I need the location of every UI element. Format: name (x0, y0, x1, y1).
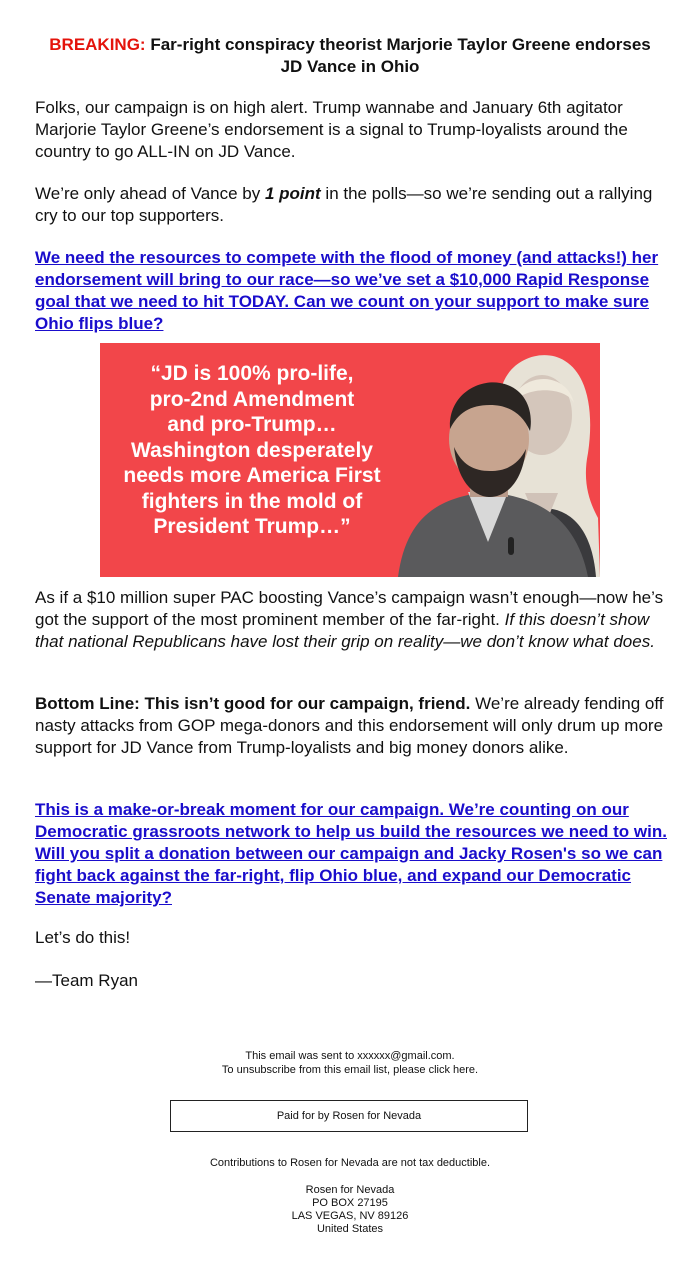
bottom-line-heading: Bottom Line: This isn’t good for our campaign, friend. (35, 694, 471, 713)
footer-sent-to: This email was sent to xxxxxx@gmail.com. (245, 1050, 455, 1062)
man-photo (398, 367, 600, 577)
quote-banner[interactable] (100, 343, 600, 577)
headline (40, 34, 660, 78)
mailing-address (0, 1184, 700, 1236)
quote-line: needs more America First (123, 464, 381, 487)
address-line: United States (316, 1223, 384, 1235)
breaking-label: BREAKING: (49, 35, 146, 54)
paragraph-polls (35, 183, 669, 227)
address-line: PO BOX 27195 (312, 1197, 388, 1209)
address-line: Rosen for Nevada (305, 1184, 395, 1196)
paragraph-intro: Folks, our campaign is on high alert. Trump wannabe and January 6th agitator Marjorie Taylor Greene’s endorsement is a signal to Trump-loyalists around the country to go ALL-IN on JD Vance. (35, 98, 628, 161)
paragraph-bottom-line (35, 693, 669, 759)
paragraph-super-pac (35, 587, 669, 653)
quote-line: pro-2nd Amendment (149, 387, 355, 411)
footer-unsubscribe (0, 1064, 700, 1077)
address-line: LAS VEGAS, NV 89126 (291, 1210, 409, 1222)
paragraph-cta-1 (35, 247, 669, 335)
polls-text-before: We’re only ahead of Vance by (35, 184, 265, 203)
super-pac-italic: If this doesn’t show that national Republicans have lost their grip on reality—we don’t know what does. (35, 610, 655, 651)
unsubscribe-text: To unsubscribe from this email list, please (221, 1064, 429, 1076)
quote-line: “JD is 100% pro-life, (150, 362, 354, 385)
unsubscribe-link[interactable]: click here (428, 1064, 476, 1076)
paragraph-cta-2 (35, 799, 669, 909)
tax-disclaimer: Contributions to Rosen for Nevada are not tax deductible. (209, 1157, 491, 1169)
quote-line: President Trump…” (153, 515, 351, 538)
banner-quote (114, 361, 390, 540)
closing-line: Let’s do this! (35, 928, 131, 947)
polls-emphasis: 1 point (264, 184, 321, 203)
bottom-line-text: We’re already fending off nasty attacks from GOP mega-donors and this endorsement will only drum up more support for JD Vance from Trump-loyalists and big money donors alike. (35, 694, 664, 757)
unsubscribe-period: . (475, 1064, 479, 1076)
donate-link-1[interactable]: We need the resources to compete with the flood of money (and attacks!) her endorsement will bring to our race—so we’ve set a $10,000 Rapid Response goal that we need to hit TODAY. Can we count on your support to make sure Ohio flips blue? (35, 248, 659, 333)
super-pac-text: As if a $10 million super PAC boosting Vance’s campaign wasn’t enough—now he’s got the support of the most prominent member of the far-right. (35, 588, 664, 629)
paid-for-box: Paid for by Rosen for Nevada (170, 1100, 528, 1132)
signature: —Team Ryan (35, 971, 138, 990)
headline-text: Far-right conspiracy theorist Marjorie Taylor Greene endorses JD Vance in Ohio (150, 35, 651, 76)
polls-text-after: in the polls—so we’re sending out a rallying cry to our top supporters. (35, 184, 653, 225)
quote-line: fighters in the mold of (141, 489, 363, 513)
quote-line: and pro-Trump… (167, 413, 337, 436)
donate-link-2[interactable]: This is a make-or-break moment for our campaign. We’re counting on our Democratic grassroots network to help us build the resources we need to win. Will you split a donation between our campaign and Jacky Rosen's so we can fight back against the far-right, flip Ohio blue, and expand our Democratic Senate majority? (35, 800, 667, 907)
quote-line: Washington desperately (131, 438, 373, 462)
